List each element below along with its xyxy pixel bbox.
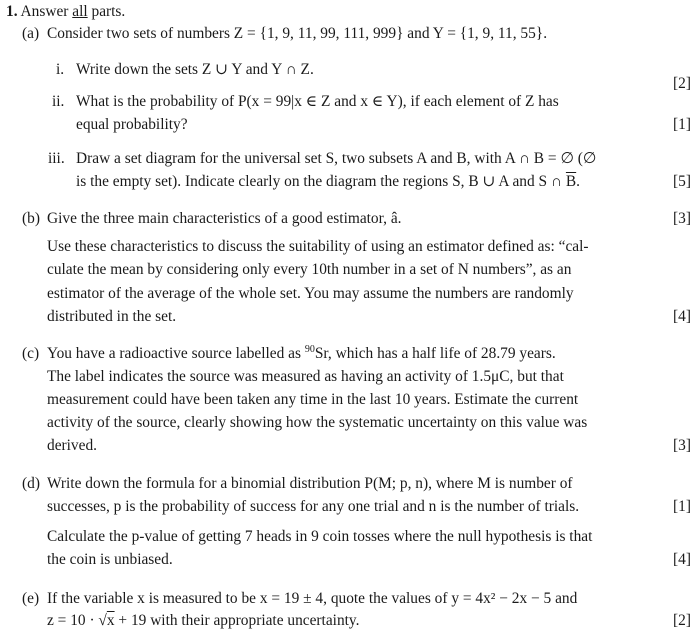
- part-c-line1-end: Sr, which has a half life of 28.79 years.: [314, 345, 556, 362]
- part-c-line3: measurement could have been taken any time in the last 10 years. Estimate the current: [47, 391, 579, 408]
- part-a-ii-label: ii.: [52, 93, 65, 110]
- part-c-line1: [47, 344, 556, 364]
- part-e-line2-end: + 19 with their appropriate uncertainty.: [114, 612, 360, 629]
- part-d-line1: Write down the formula for a binomial distribution P(M; p, n), where M is number of: [47, 475, 573, 492]
- part-d-line2: successes, p is the probability of success for any one trial and n is the number of trials.: [47, 498, 580, 515]
- part-c-line4: activity of the source, clearly showing how the systematic uncertainty on this value was: [47, 414, 588, 431]
- part-d-line3: Calculate the p-value of getting 7 heads in 9 coin tosses where the null hypothesis is that: [47, 528, 593, 545]
- part-b-line3: culate the mean by considering only every 10th number in a set of N numbers”, as an: [47, 261, 572, 278]
- part-a-iii-line2-overline: $\overline{B}$: [565, 173, 577, 190]
- part-a-i-mark: [2]: [673, 75, 691, 92]
- part-a-iii-label: iii.: [48, 150, 65, 167]
- part-b-line5: distributed in the set.: [47, 308, 177, 325]
- part-e-line1: If the variable x is measured to be x = 19 ± 4, quote the values of y = 4x² − 2x − 5 and: [47, 590, 578, 607]
- part-d-line4: the coin is unbiased.: [47, 551, 173, 568]
- part-a-label: (a): [22, 25, 40, 42]
- part-d-label: (d): [22, 475, 40, 492]
- part-b-mark-second: [4]: [673, 308, 691, 325]
- part-a-i-text: Write down the sets Z ∪ Y and Y ∩ Z.: [76, 61, 314, 78]
- part-a-ii-line1: What is the probability of P(x = 99|x ∈ Z and x ∈ Y), if each element of Z has: [76, 93, 559, 110]
- part-c-line5: derived.: [47, 437, 97, 454]
- part-e-sqrt-argument: x: [106, 612, 115, 629]
- part-b-mark-first: [3]: [673, 210, 691, 227]
- part-b-line1: Give the three main characteristics of a good estimator, â.: [47, 210, 402, 227]
- part-a-iii-line2-text: is the empty set). Indicate clearly on the diagram the regions S, B ∪ A and S ∩: [76, 173, 566, 190]
- part-c-line2: The label indicates the source was measured as having an activity of 1.5μC, but that: [47, 368, 564, 385]
- question-intro-emphasis: all: [72, 3, 88, 20]
- part-a-iii-line1: Draw a set diagram for the universal set S, two subsets A and B, with A ∩ B = ∅ (∅: [76, 150, 597, 167]
- part-a-iii-line2: [76, 172, 580, 192]
- part-a-iii-line2-end: .: [576, 173, 581, 190]
- part-b-label: (b): [22, 210, 40, 227]
- part-e-label: (e): [22, 590, 40, 607]
- part-a-ii-line2: equal probability?: [76, 116, 188, 133]
- question-intro-pre: Answer: [20, 3, 73, 20]
- part-a-line1: Consider two sets of numbers Z = {1, 9, 11, 99, 111, 999} and Y = {1, 9, 11, 55}.: [47, 25, 548, 42]
- part-c-line1-text: You have a radioactive source labelled as: [47, 345, 305, 362]
- part-b-line4: estimator of the average of the whole set. You may assume the numbers are randomly: [47, 285, 574, 302]
- part-b-line2: Use these characteristics to discuss the suitability of using an estimator defined as: “cal-: [47, 238, 589, 255]
- question-intro-post: parts.: [87, 3, 126, 20]
- part-a-i-label: i.: [56, 61, 65, 78]
- part-d-mark-second: [4]: [673, 551, 691, 568]
- part-e-mark: [2]: [673, 612, 691, 629]
- part-c-label: (c): [22, 345, 40, 362]
- question-header: [6, 2, 125, 22]
- part-d-mark-first: [1]: [673, 498, 691, 515]
- part-e-line2: [47, 611, 359, 631]
- part-e-line2-text: z = 10 · √: [47, 612, 107, 629]
- question-number: 1.: [6, 3, 18, 20]
- part-c-mark: [3]: [673, 437, 691, 454]
- part-c-isotope-mass: 90: [304, 344, 315, 355]
- part-a-ii-mark: [1]: [673, 116, 691, 133]
- part-a-iii-mark: [5]: [673, 173, 691, 190]
